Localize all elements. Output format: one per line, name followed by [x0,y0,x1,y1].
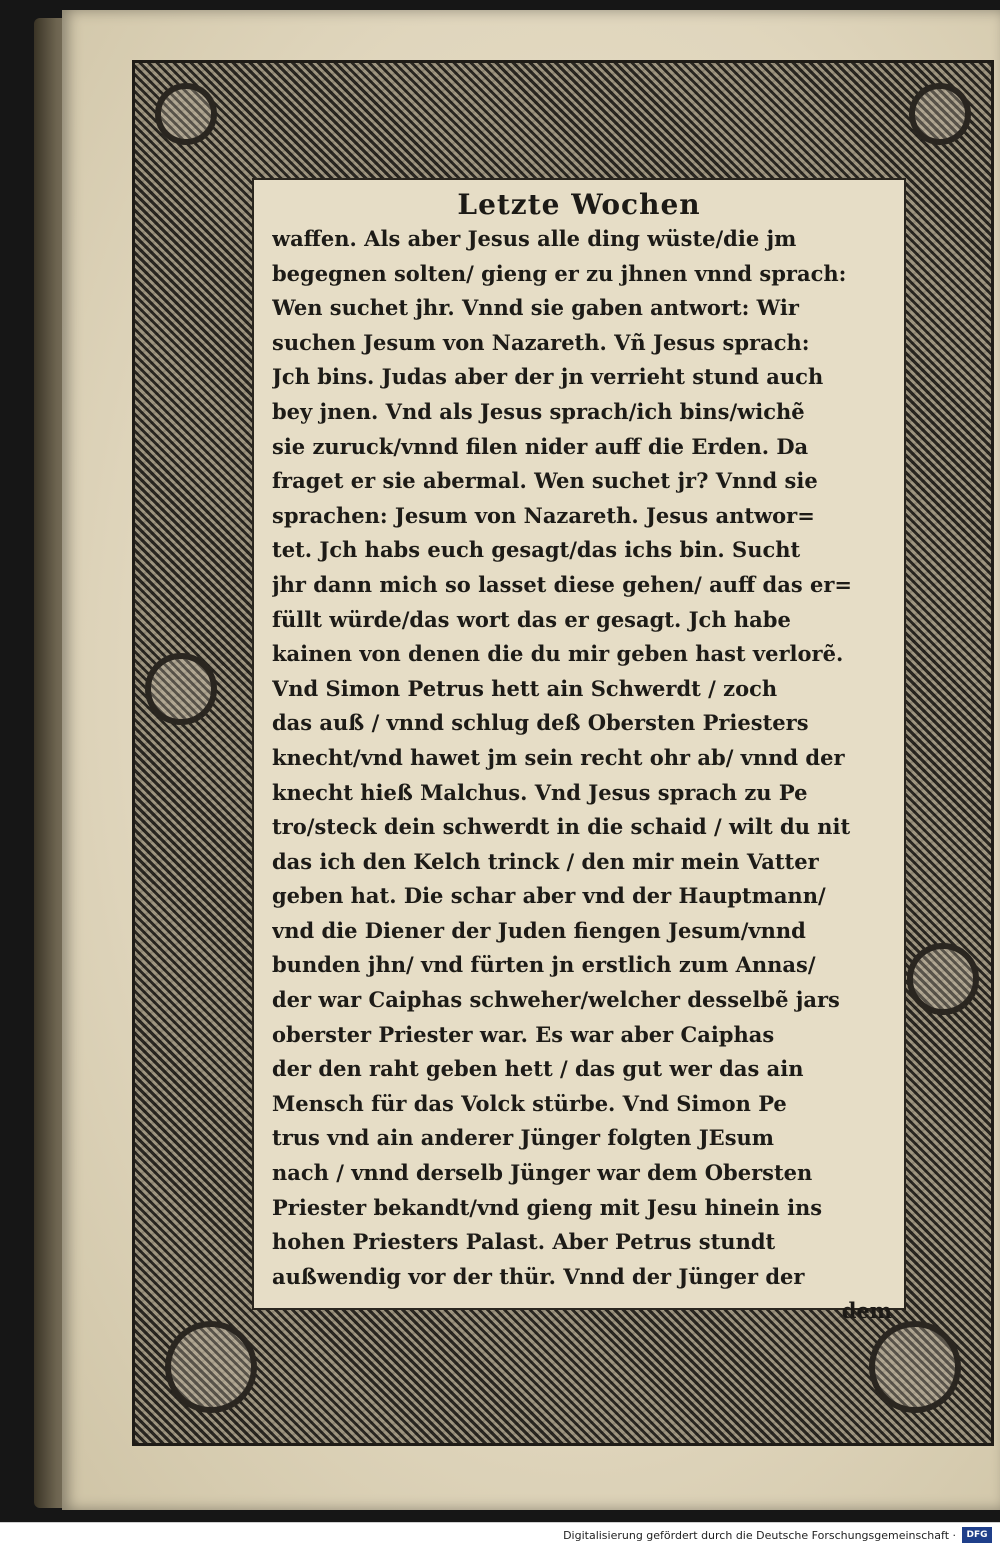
text-line: Mensch für das Volck stürbe. Vnd Simon Pe [272,1090,787,1116]
text-line: sie zuruck/vnnd filen nider auff die Erden. Da [272,433,809,459]
body-text [272,222,892,1329]
text-line: Wen suchet jhr. Vnnd sie gaben antwort: Wir [272,295,799,321]
text-block [252,178,906,1324]
text-line: nach / vnnd derselb Jünger war dem Obersten [272,1160,813,1186]
footer-bar [0,1522,1000,1549]
text-line: hohen Priesters Palast. Aber Petrus stundt [272,1229,776,1255]
text-line: trus vnd ain anderer Jünger folgten JEsum [272,1125,775,1151]
text-line: fraget er sie abermal. Wen suchet jr? Vnnd sie [272,468,818,494]
border-lute-right [907,943,979,1015]
text-line: kainen von denen die du mir geben hast verlorẽ. [272,641,844,667]
text-line: begegnen solten/ gieng er zu jhnen vnnd sprach: [272,260,847,286]
text-line: der war Caiphas schweher/welcher desselbẽ jars [272,987,840,1013]
text-line: knecht hieß Malchus. Vnd Jesus sprach zu Pe [272,779,808,805]
running-header: Letzte Wochen [457,188,701,221]
catchword: dem [841,1298,892,1324]
text-line: sprachen: Jesum von Nazareth. Jesus antwor= [272,502,815,528]
text-line: Priester bekandt/vnd gieng mit Jesu hinein ins [272,1194,823,1220]
text-line: jhr dann mich so lasset diese gehen/ auff das er= [272,571,852,597]
text-line: füllt würde/das wort das er gesagt. Jch habe [272,606,791,632]
text-line: tet. Jch habs euch gesagt/das ichs bin. Sucht [272,537,801,563]
text-line: bunden jhn/ vnd fürten jn erstlich zum Annas/ [272,952,816,978]
border-rosette-top-left [155,83,217,145]
text-line: knecht/vnd hawet jm sein recht ohr ab/ vnnd der [272,744,845,770]
text-line: tro/steck dein schwerdt in die schaid / wilt du nit [272,814,851,840]
dfg-logo-icon: DFG [962,1527,992,1543]
text-line: Vnd Simon Petrus hett ain Schwerdt / zoch [272,675,778,701]
border-scroll-bottom-right [869,1321,961,1413]
text-line: bey jnen. Vnd als Jesus sprach/ich bins/wichẽ [272,398,805,424]
border-rosette-top-right [909,83,971,145]
text-line: außwendig vor der thür. Vnnd der Jünger der [272,1263,805,1289]
text-line: oberster Priester war. Es war aber Caiphas [272,1021,775,1047]
border-scroll-left-middle [145,653,217,725]
text-line: das auß / vnnd schlug deß Obersten Priesters [272,710,809,736]
text-line: der den raht geben hett / das gut wer das ain [272,1056,804,1082]
funding-credit: Digitalisierung gefördert durch die Deutsche Forschungsgemeinschaft · [563,1529,956,1542]
text-line: waffen. Als aber Jesus alle ding wüste/die jm [272,226,797,251]
border-scroll-bottom-left [165,1321,257,1413]
text-line: vnd die Diener der Juden fiengen Jesum/vnnd [272,917,806,943]
text-line: Jch bins. Judas aber der jn verrieht stund auch [272,364,824,390]
text-line: geben hat. Die schar aber vnd der Hauptmann/ [272,883,826,909]
text-line: suchen Jesum von Nazareth. Vñ Jesus sprach: [272,329,810,355]
text-line: das ich den Kelch trinck / den mir mein Vatter [272,848,819,874]
